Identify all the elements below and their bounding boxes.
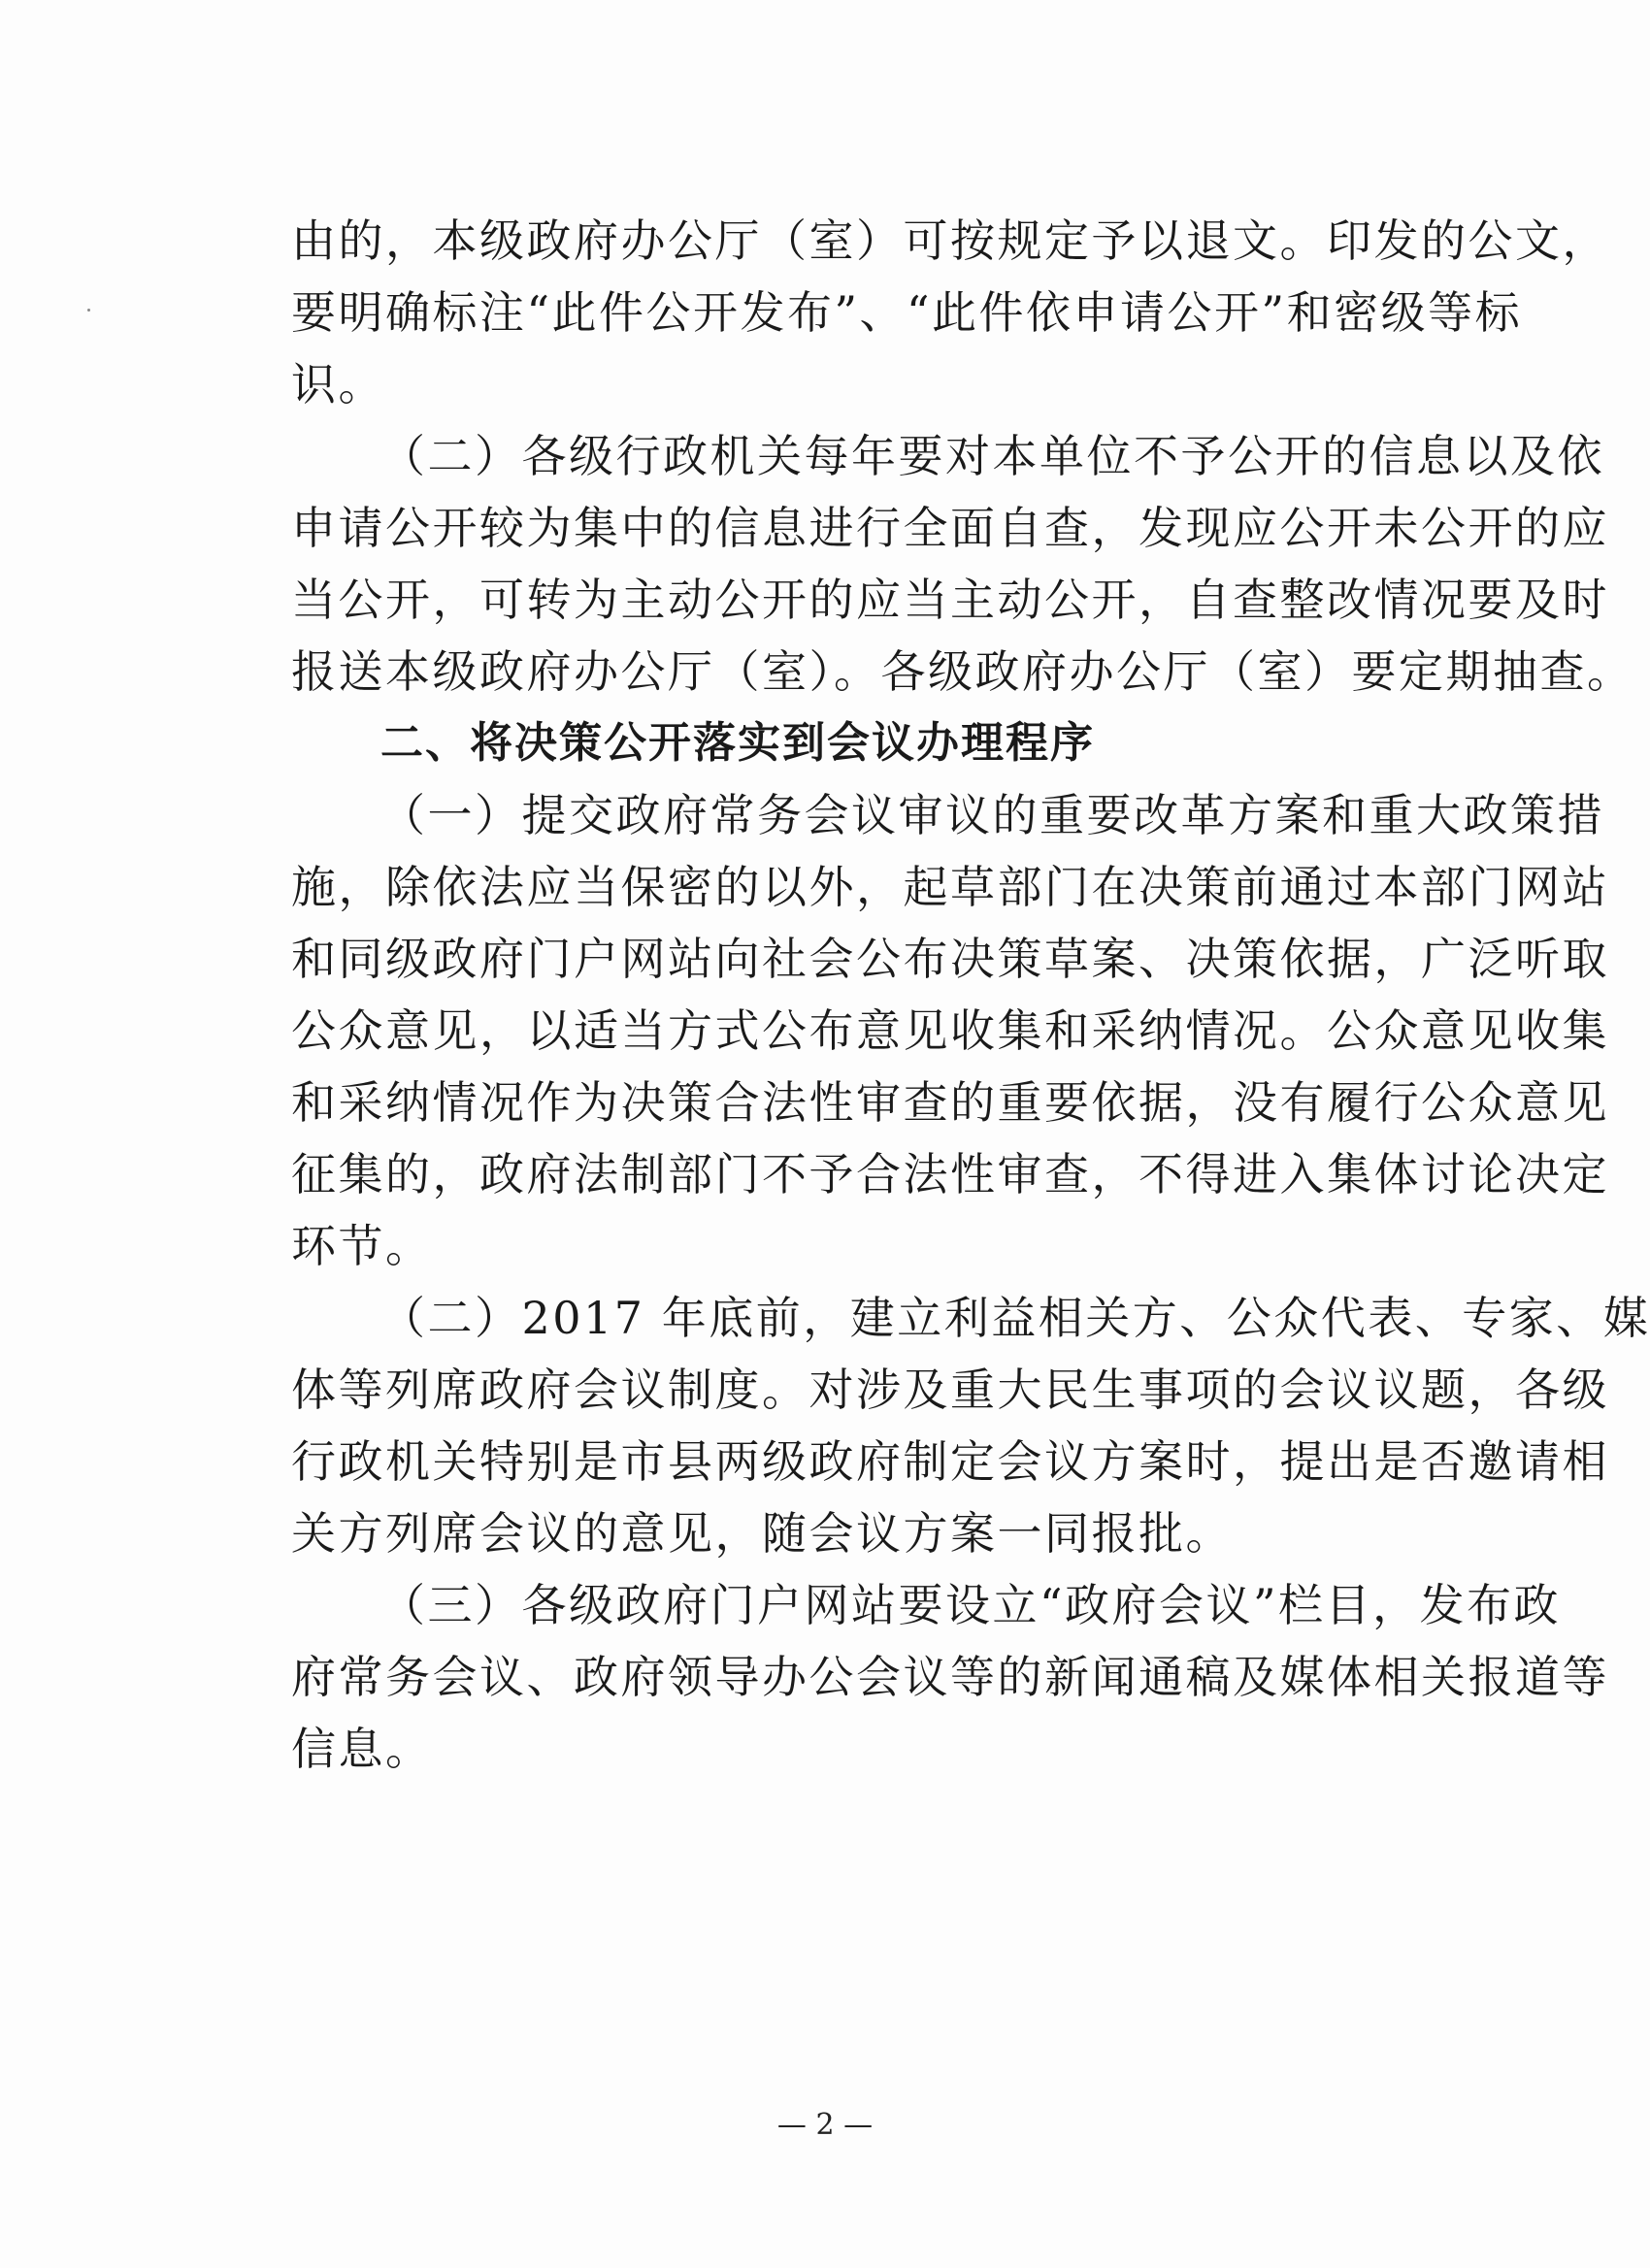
text-line: 由的，本级政府办公厅（室）可按规定予以退文。印发的公文， xyxy=(291,214,1609,267)
text-line: 环节。 xyxy=(291,1220,433,1272)
text-line: 申请公开较为集中的信息进行全面自查，发现应公开未公开的应 xyxy=(291,502,1609,554)
text-line: 关方列席会议的意见，随会议方案一同报批。 xyxy=(291,1507,1233,1560)
text-line: 施，除依法应当保密的以外，起草部门在决策前通过本部门网站 xyxy=(291,861,1609,913)
text-line: 信息。 xyxy=(291,1723,433,1775)
text-line: 府常务会议、政府领导办公会议等的新闻通稿及媒体相关报道等 xyxy=(291,1651,1609,1703)
paragraph-first-line: （二）各级行政机关每年要对本单位不予公开的信息以及依 xyxy=(380,430,1604,482)
text-line: 体等列席政府会议制度。对涉及重大民生事项的会议议题，各级 xyxy=(291,1364,1609,1416)
page-number: — 2 — xyxy=(776,2108,874,2142)
text-line: 报送本级政府办公厅（室）。各级政府办公厅（室）要定期抽查。 xyxy=(291,645,1634,698)
paragraph-first-line: （一）提交政府常务会议审议的重要改革方案和重大政策措 xyxy=(380,789,1604,841)
scan-speck xyxy=(87,309,90,312)
text-line: 要明确标注“此件公开发布”、“此件依申请公开”和密级等标 xyxy=(291,286,1523,339)
paragraph-first-line: （三）各级政府门户网站要设立“政府会议”栏目，发布政 xyxy=(380,1579,1562,1631)
section-heading: 二、将决策公开落实到会议办理程序 xyxy=(380,718,1095,768)
text-line: 当公开，可转为主动公开的应当主动公开，自查整改情况要及时 xyxy=(291,574,1609,626)
text-line: 征集的，政府法制部门不予合法性审查，不得进入集体讨论决定 xyxy=(291,1148,1609,1200)
text-line: 和同级政府门户网站向社会公布决策草案、决策依据，广泛听取 xyxy=(291,933,1609,985)
text-line: 行政机关特别是市县两级政府制定会议方案时，提出是否邀请相 xyxy=(291,1435,1609,1488)
text-line: 和采纳情况作为决策合法性审查的重要依据，没有履行公众意见 xyxy=(291,1076,1609,1129)
text-line: 识。 xyxy=(291,358,385,411)
text-line: 公众意见，以适当方式公布意见收集和采纳情况。公众意见收集 xyxy=(291,1004,1609,1057)
paragraph-first-line: （二）2017 年底前，建立利益相关方、公众代表、专家、媒 xyxy=(380,1292,1650,1344)
